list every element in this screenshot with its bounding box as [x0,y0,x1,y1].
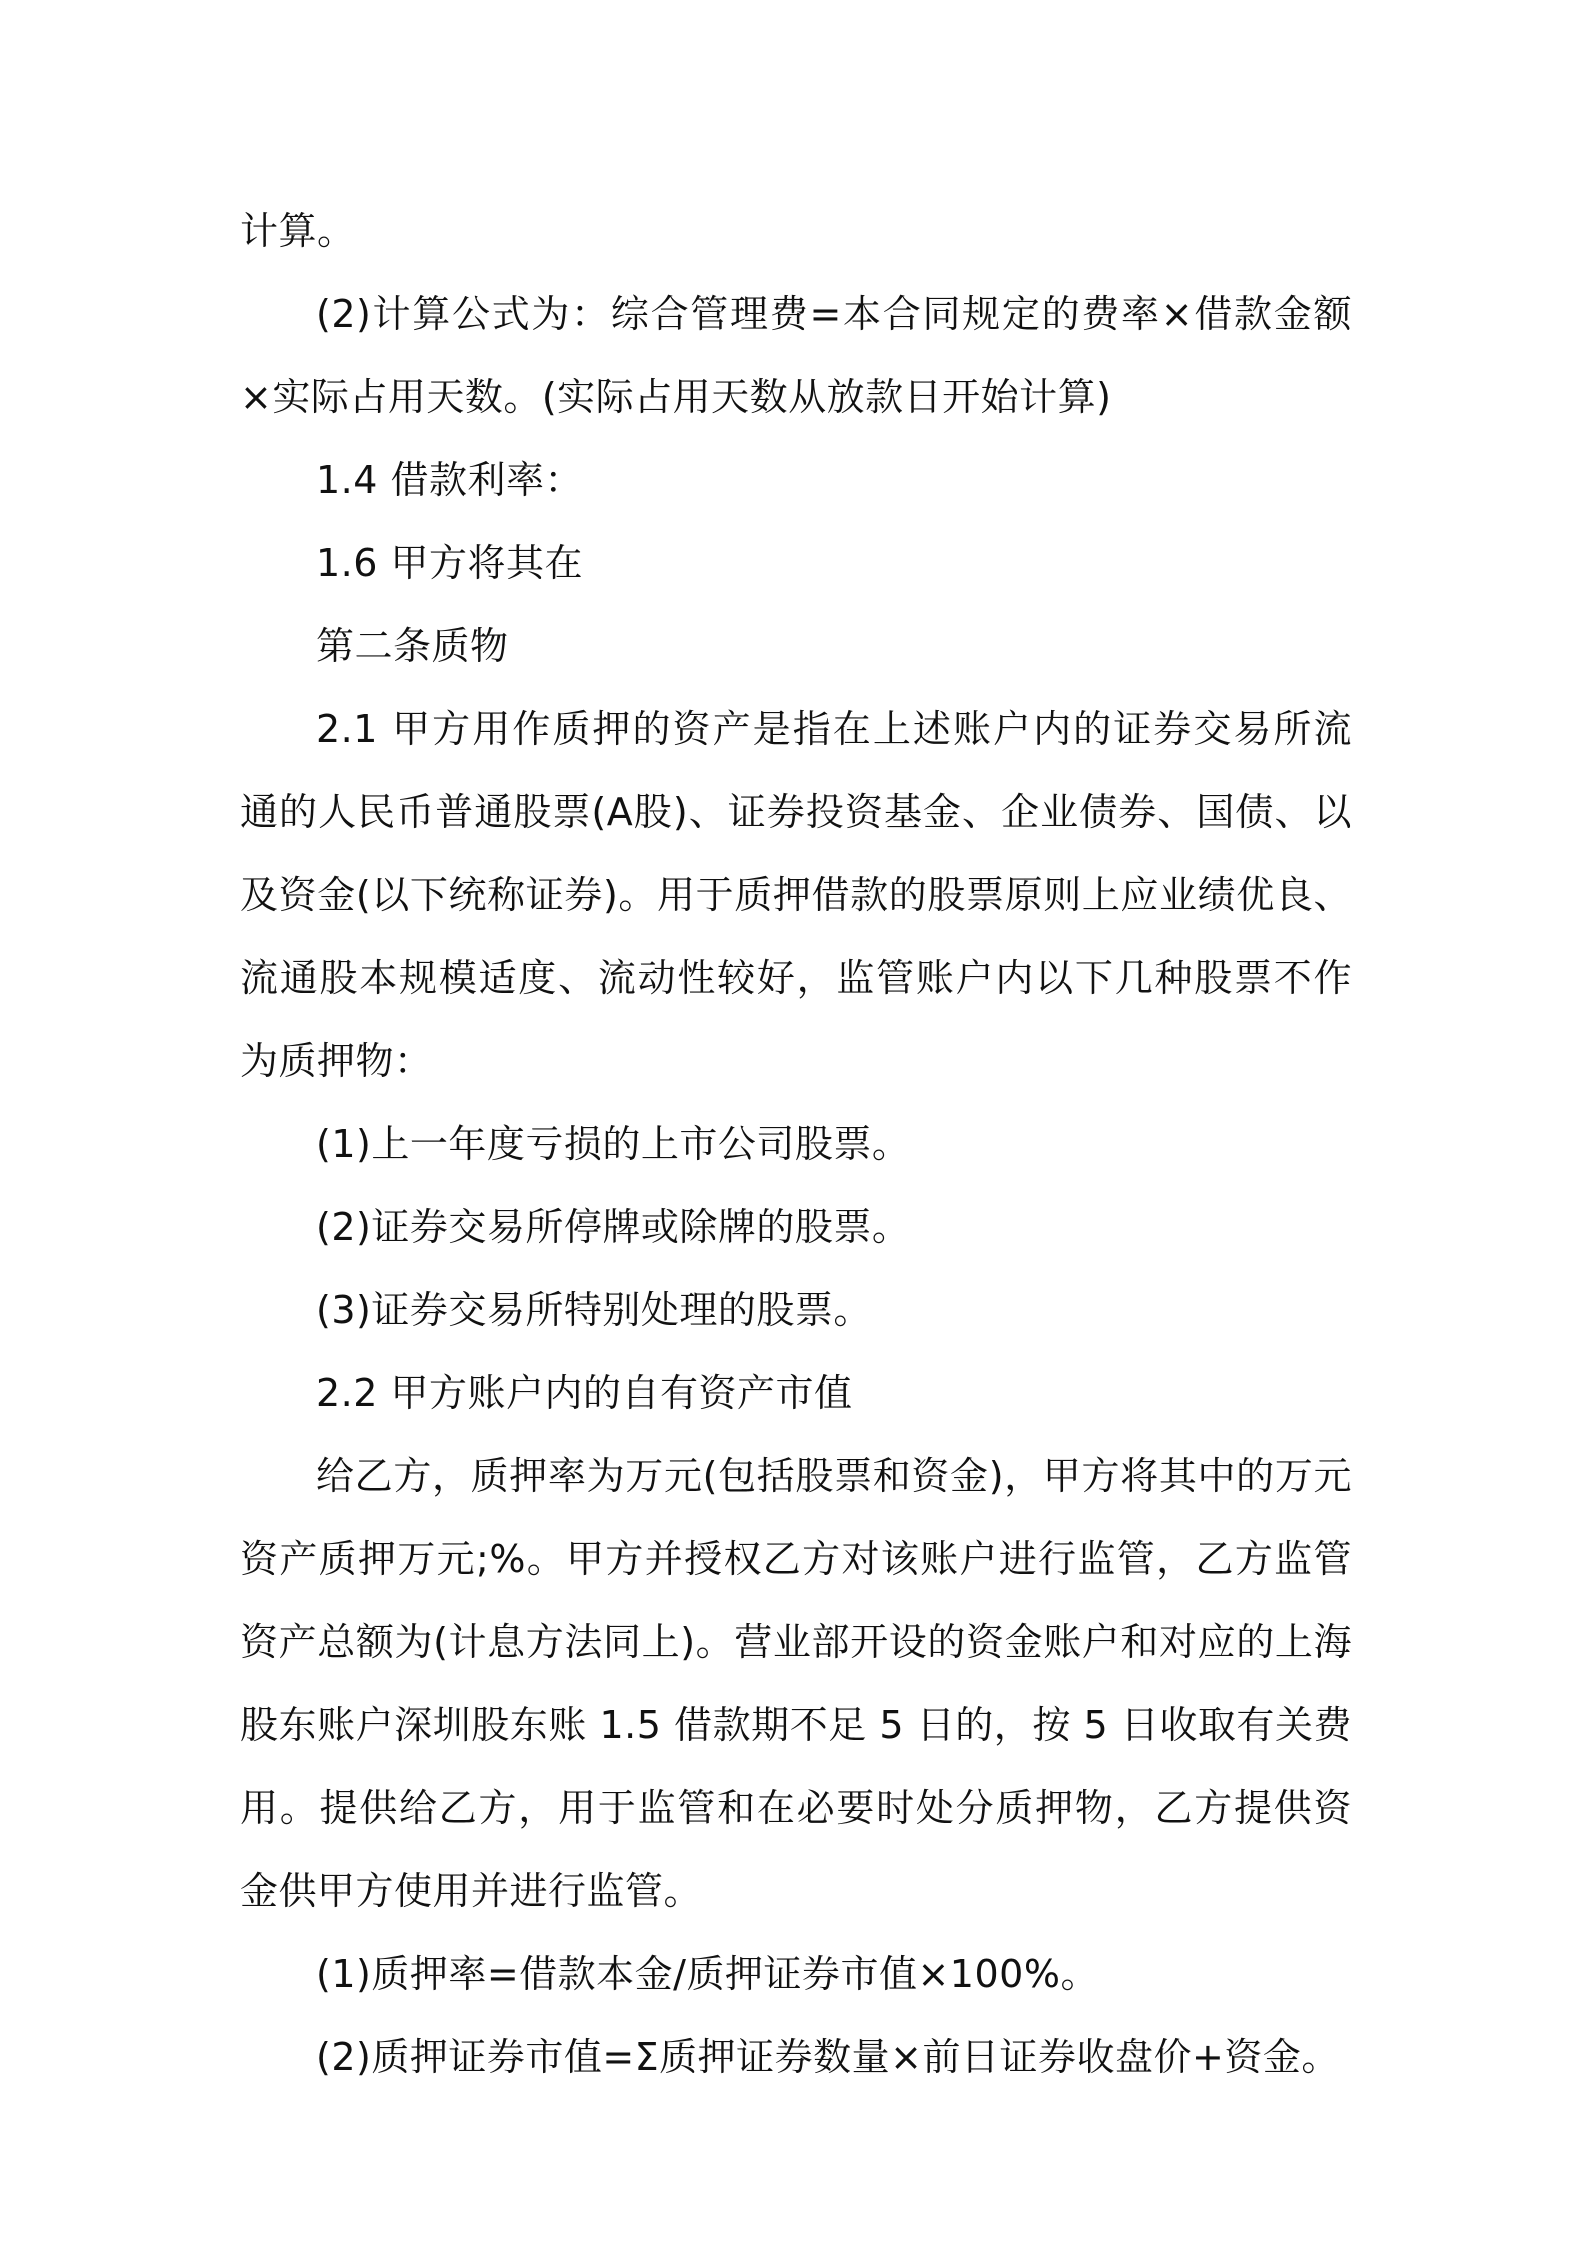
formula-pledge-rate: (1)质押率=借款本金/质押证券市值×100%。 [316,1952,1099,1996]
paragraph-interest-rate: 1.4 借款利率： [316,458,584,502]
list-item-exclusion-1: (1)上一年度亏损的上市公司股票。 [316,1122,911,1166]
section-heading-article-2: 第二条质物 [316,624,509,668]
list-item-exclusion-2: (2)证券交易所停牌或除牌的股票。 [316,1205,911,1249]
formula-market-value: (2)质押证券市值=Σ质押证券数量×前日证券收盘价+资金。 [316,2035,1340,2079]
paragraph-fee-formula: (2)计算公式为：综合管理费=本合同规定的费率×借款金额×实际占用天数。(实际占用天数从放款日开始计算) [240,292,1352,419]
paragraph-clause-2-1: 2.1 甲方用作质押的资产是指在上述账户内的证券交易所流通的人民币普通股票(A股)、证券投资基金、企业债券、国债、以及资金(以下统称证券)。用于质押借款的股票原则上应业绩优良、流通股本规模适度、流动性较好，监管账户内以下几种股票不作为质押物： [240,707,1352,1083]
paragraph-clause-2-2: 2.2 甲方账户内的自有资产市值 [316,1371,853,1415]
list-item-exclusion-3: (3)证券交易所特别处理的股票。 [316,1288,872,1332]
paragraph-clause-1-6: 1.6 甲方将其在 [316,541,584,585]
paragraph-pledge-details: 给乙方，质押率为万元(包括股票和资金)，甲方将其中的万元资产质押万元;%。甲方并授权乙方对该账户进行监管，乙方监管资产总额为(计息方法同上)。营业部开设的资金账户和对应的上海股东账户深圳股东账 1.5 借款期不足 5 日的，按 5 日收取有关费用。提供给乙方，用于监管和在必要时处分质押物，乙方提供资金供甲方使用并进行监管。 [240,1454,1352,1913]
paragraph-continuation: 计算。 [240,209,356,253]
document-body [240,190,1352,2099]
